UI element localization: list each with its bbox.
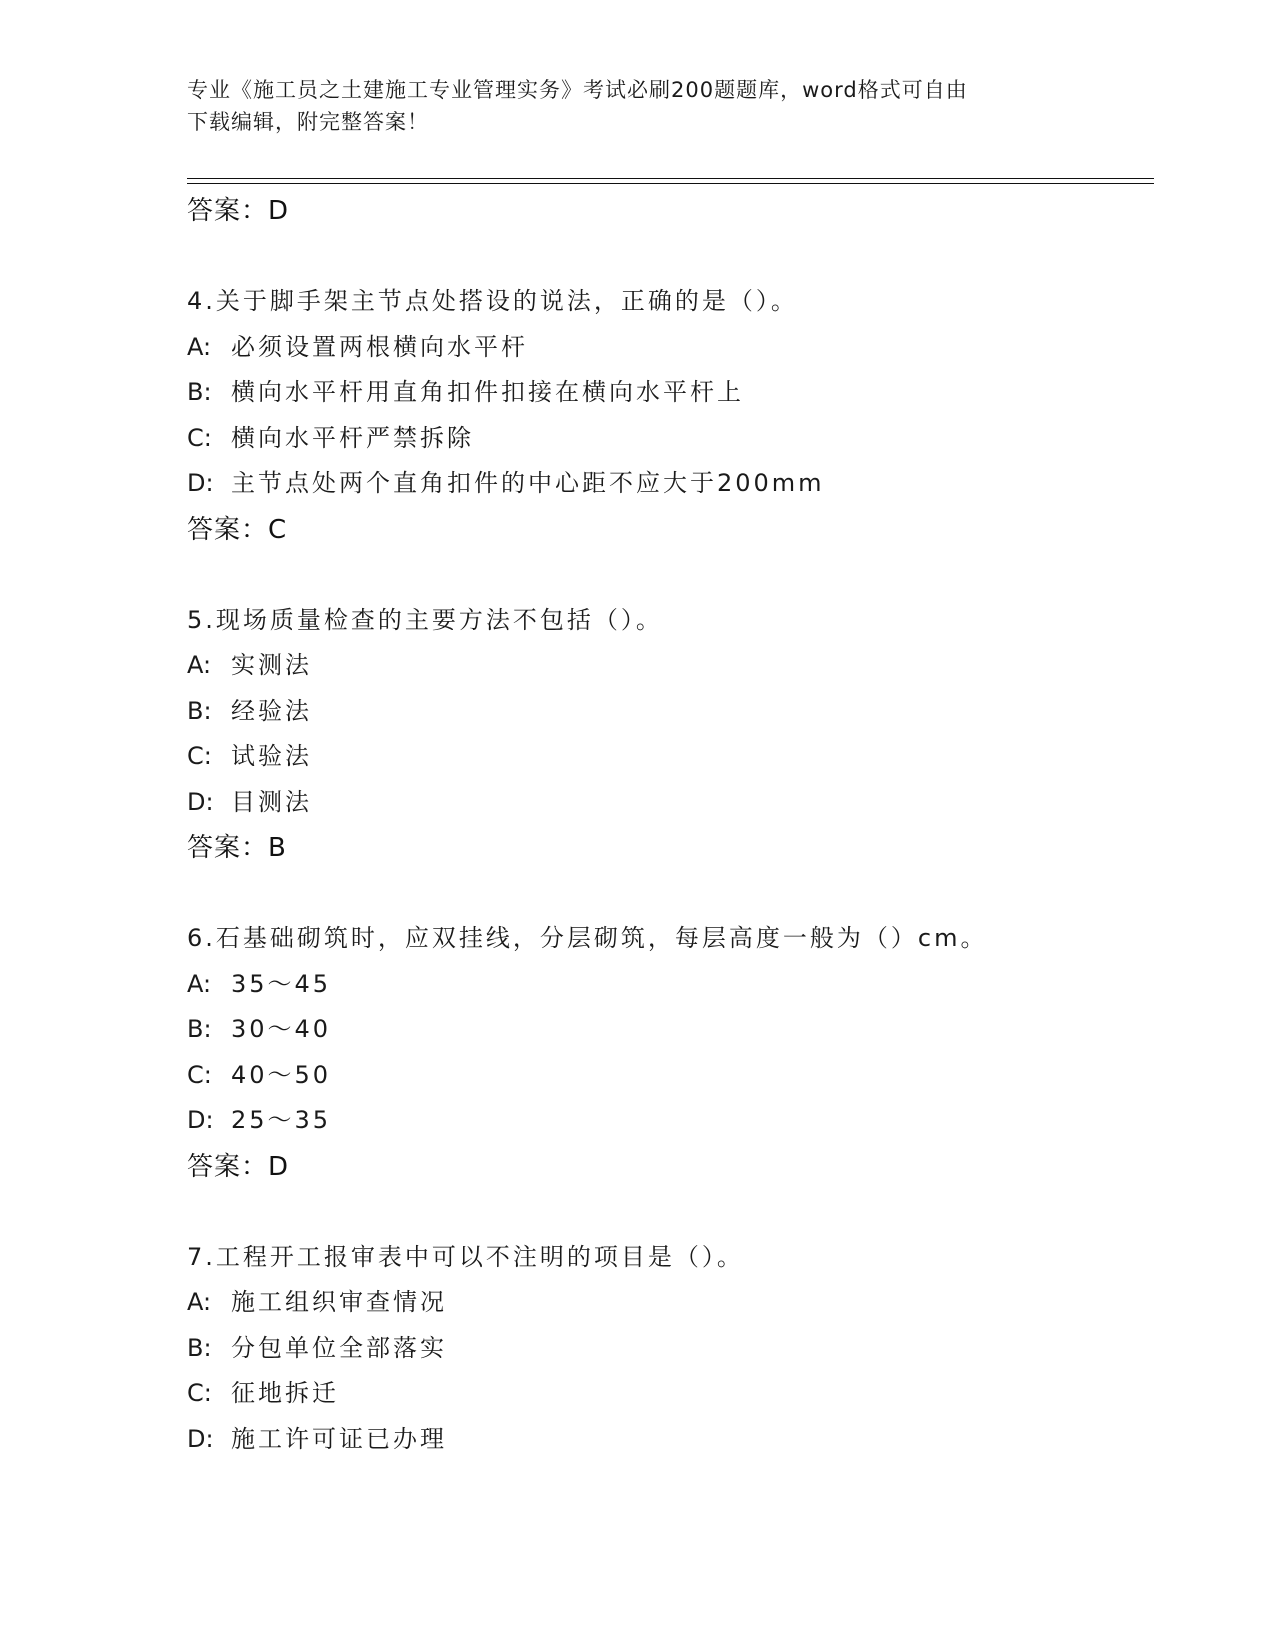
option-letter: C: (187, 742, 212, 770)
option-a (187, 643, 1147, 689)
question-block-7 (187, 1235, 1147, 1463)
spacer (187, 553, 1147, 598)
option-text: 经验法 (231, 696, 312, 725)
option-letter: D: (187, 1106, 214, 1134)
option-letter: C: (187, 1060, 212, 1089)
answer-value: B (268, 833, 287, 863)
option-text: 35～45 (231, 969, 332, 998)
document-body (187, 188, 1147, 1462)
option-text: 40～50 (231, 1060, 332, 1089)
question-block-4 (187, 279, 1147, 553)
answer-label: 答案： (187, 1151, 269, 1182)
option-letter: B: (187, 1333, 212, 1362)
option-d (187, 461, 1147, 507)
option-b (187, 689, 1147, 735)
option-letter: A: (187, 332, 212, 361)
answer-label: 答案： (187, 833, 269, 863)
option-letter: A: (187, 1288, 212, 1316)
answer-value: C (268, 514, 288, 545)
option-letter: B: (187, 1015, 212, 1043)
spacer (187, 1190, 1147, 1235)
answer-line (187, 1144, 1147, 1190)
option-d (187, 780, 1147, 826)
answer-line (187, 507, 1147, 553)
option-letter: A: (187, 651, 212, 679)
option-letter: D: (187, 787, 214, 816)
header-line-2: 下载编辑，附完整答案！ (187, 110, 429, 134)
answer-value: D (268, 196, 290, 226)
option-letter: C: (187, 423, 212, 452)
option-c (187, 1371, 1147, 1417)
option-letter: D: (187, 1424, 214, 1453)
option-text: 施工组织审查情况 (231, 1288, 447, 1316)
option-text: 横向水平杆严禁拆除 (231, 423, 474, 452)
question-block-5 (187, 598, 1147, 872)
answer-label: 答案： (187, 196, 269, 226)
option-letter: B: (187, 696, 212, 725)
question-text: 7.工程开工报审表中可以不注明的项目是（）。 (187, 1242, 744, 1271)
option-letter: B: (187, 378, 212, 406)
option-a (187, 1280, 1147, 1326)
option-letter: D: (187, 469, 214, 497)
option-letter: C: (187, 1379, 212, 1407)
option-b (187, 370, 1147, 416)
question-block-6 (187, 916, 1147, 1190)
answer-value: D (268, 1151, 290, 1182)
spacer (187, 871, 1147, 916)
option-text: 试验法 (231, 742, 312, 770)
answer-line-prev (187, 188, 1147, 234)
option-text: 实测法 (231, 651, 312, 679)
option-text: 25～35 (231, 1106, 332, 1134)
option-text: 征地拆迁 (231, 1379, 339, 1407)
option-b (187, 1007, 1147, 1053)
option-text: 横向水平杆用直角扣件扣接在横向水平杆上 (231, 378, 744, 406)
option-text: 必须设置两根横向水平杆 (231, 332, 528, 361)
document-header (187, 74, 1087, 138)
answer-label: 答案： (187, 514, 269, 545)
question-text: 4.关于脚手架主节点处搭设的说法，正确的是（）。 (187, 287, 798, 315)
option-b (187, 1326, 1147, 1372)
option-a (187, 962, 1147, 1008)
option-text: 主节点处两个直角扣件的中心距不应大于200mm (231, 469, 825, 497)
option-d (187, 1098, 1147, 1144)
question-text: 5.现场质量检查的主要方法不包括（）。 (187, 605, 663, 634)
option-c (187, 1053, 1147, 1099)
option-d (187, 1417, 1147, 1463)
option-a (187, 325, 1147, 371)
option-c (187, 734, 1147, 780)
header-line-1: 专业《施工员之土建施工专业管理实务》考试必刷200题题库，word格式可自由 (187, 78, 968, 102)
spacer (187, 234, 1147, 279)
question-text: 6.石基础砌筑时，应双挂线，分层砌筑，每层高度一般为（）cm。 (187, 924, 988, 952)
option-text: 30～40 (231, 1015, 332, 1043)
option-letter: A: (187, 969, 212, 998)
answer-line (187, 825, 1147, 871)
option-text: 目测法 (231, 787, 312, 816)
option-c (187, 416, 1147, 462)
option-text: 施工许可证已办理 (231, 1424, 447, 1453)
header-rule-top (187, 178, 1154, 179)
header-rule-bottom (187, 183, 1154, 184)
option-text: 分包单位全部落实 (231, 1333, 447, 1362)
